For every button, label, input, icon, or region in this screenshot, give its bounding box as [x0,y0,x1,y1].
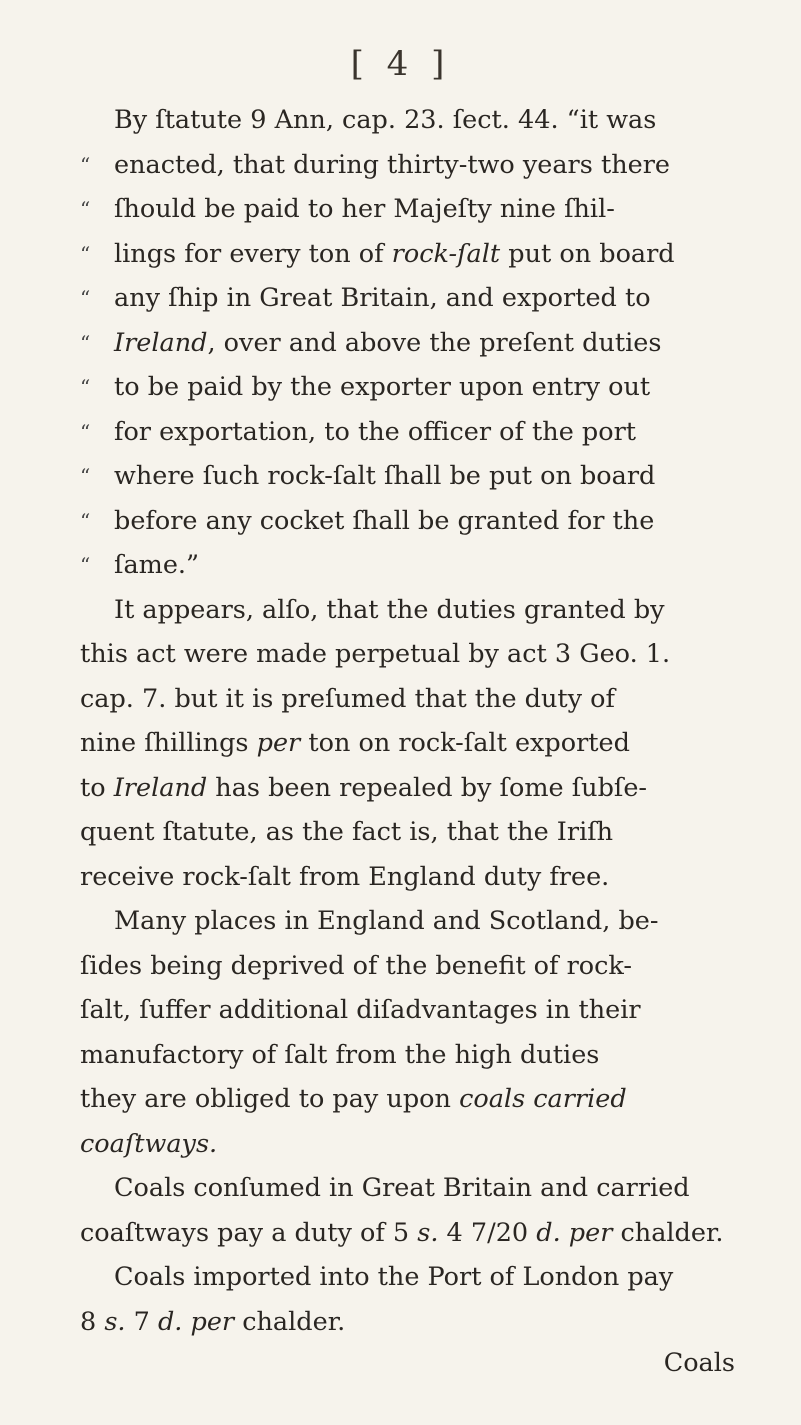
text-line [80,321,740,366]
quote-mark: “ [80,419,91,444]
catchword: Coals [663,1348,735,1378]
text-run: 4 7/20 [438,1217,537,1248]
text-line [80,543,740,588]
text-line [80,187,740,232]
text-line [80,410,740,455]
text-run: It appears, alſo, that the duties granted by [114,594,665,625]
text-line [80,632,740,677]
quote-mark: “ [80,375,91,399]
text-run: chalder. [234,1306,346,1337]
text-line [80,810,740,855]
text-run: ſame.” [114,550,200,580]
text-run: ſides being deprived of the benefit of rock- [80,950,633,981]
text-line [80,365,740,410]
text-line [80,1255,740,1300]
text-run: ſhould be paid to her Majeſty nine ſhil- [114,194,615,224]
text-line [80,1077,740,1122]
text-run: lings for every ton of [114,238,392,269]
text-run: enacted, that during thirty-two years there [114,149,670,180]
text-run: 8 [80,1306,105,1337]
quote-mark: “ [80,286,91,310]
text-line [80,143,740,188]
text-run: quent ſtatute, as the fact is, that the Iriſh [80,817,614,847]
quote-mark: “ [80,464,91,488]
italic-text: d. per [157,1306,235,1337]
text-run: they are obliged to pay upon [80,1084,460,1114]
italic-text: Ireland [113,772,208,803]
text-line [80,1211,740,1256]
text-run: ſalt, ſuffer additional diſadvantages in their [80,995,641,1025]
text-run: ton on rock-ſalt exported [300,728,630,758]
italic-text: Ireland [114,327,208,358]
text-line [80,1166,740,1211]
italic-text: coaſtways. [80,1128,218,1159]
text-line [80,855,740,900]
text-run: cap. 7. but it is preſumed that the duty of [80,683,615,714]
text-line [80,499,740,544]
text-line [80,98,740,143]
text-line [80,944,740,989]
italic-text: s. [104,1306,126,1337]
text-line [80,899,740,944]
text-run: chalder. [612,1217,724,1248]
text-line [80,232,740,277]
text-line [80,454,740,499]
body-text [80,98,740,1344]
text-line [80,1122,740,1167]
italic-text: s. [417,1217,439,1248]
text-run: Many places in England and Scotland, be- [114,906,659,936]
quote-mark: “ [80,197,91,221]
italic-text: per [256,728,301,758]
text-line [80,276,740,321]
text-run: receive rock-ſalt from England duty free. [80,861,610,892]
quote-mark: “ [80,553,91,577]
text-line [80,988,740,1033]
text-line [80,721,740,766]
text-line [80,1033,740,1078]
text-run: 7 [125,1306,158,1337]
quote-mark: “ [80,152,91,177]
page-number-header: [ 4 ] [350,44,451,84]
text-run: Coals imported into the Port of London pay [114,1262,674,1292]
text-run: nine ſhillings [80,728,257,758]
text-run: any ſhip in Great Britain, and exported to [114,283,651,313]
text-line [80,766,740,811]
text-run: By ſtatute 9 Ann, cap. 23. ſect. 44. “it was [114,105,657,135]
text-run: where ſuch rock-ſalt ſhall be put on board [114,461,656,491]
text-run: has been repealed by ſome ſubſe- [207,772,648,803]
text-line [80,588,740,633]
text-run: manufactory of ſalt from the high duties [80,1039,600,1070]
text-run: this act were made perpetual by act 3 Geo. 1. [80,639,671,669]
italic-text: rock-ſalt [391,238,501,269]
italic-text: coals carried [459,1084,627,1114]
text-run: put on board [500,238,675,269]
text-run: to [80,772,114,803]
text-run: coaſtways pay a duty of 5 [80,1217,418,1248]
quote-mark: “ [80,508,91,533]
text-run: , over and above the preſent duties [207,327,662,358]
quote-mark: “ [80,241,91,266]
text-run: for exportation, to the officer of the port [114,416,637,447]
italic-text: d. per [536,1217,613,1248]
quote-mark: “ [80,330,91,355]
text-run: to be paid by the exporter upon entry out [114,372,651,402]
text-line [80,1300,740,1345]
text-line [80,677,740,722]
text-run: Coals conſumed in Great Britain and carried [114,1173,690,1203]
text-run: before any cocket ſhall be granted for the [114,505,655,536]
